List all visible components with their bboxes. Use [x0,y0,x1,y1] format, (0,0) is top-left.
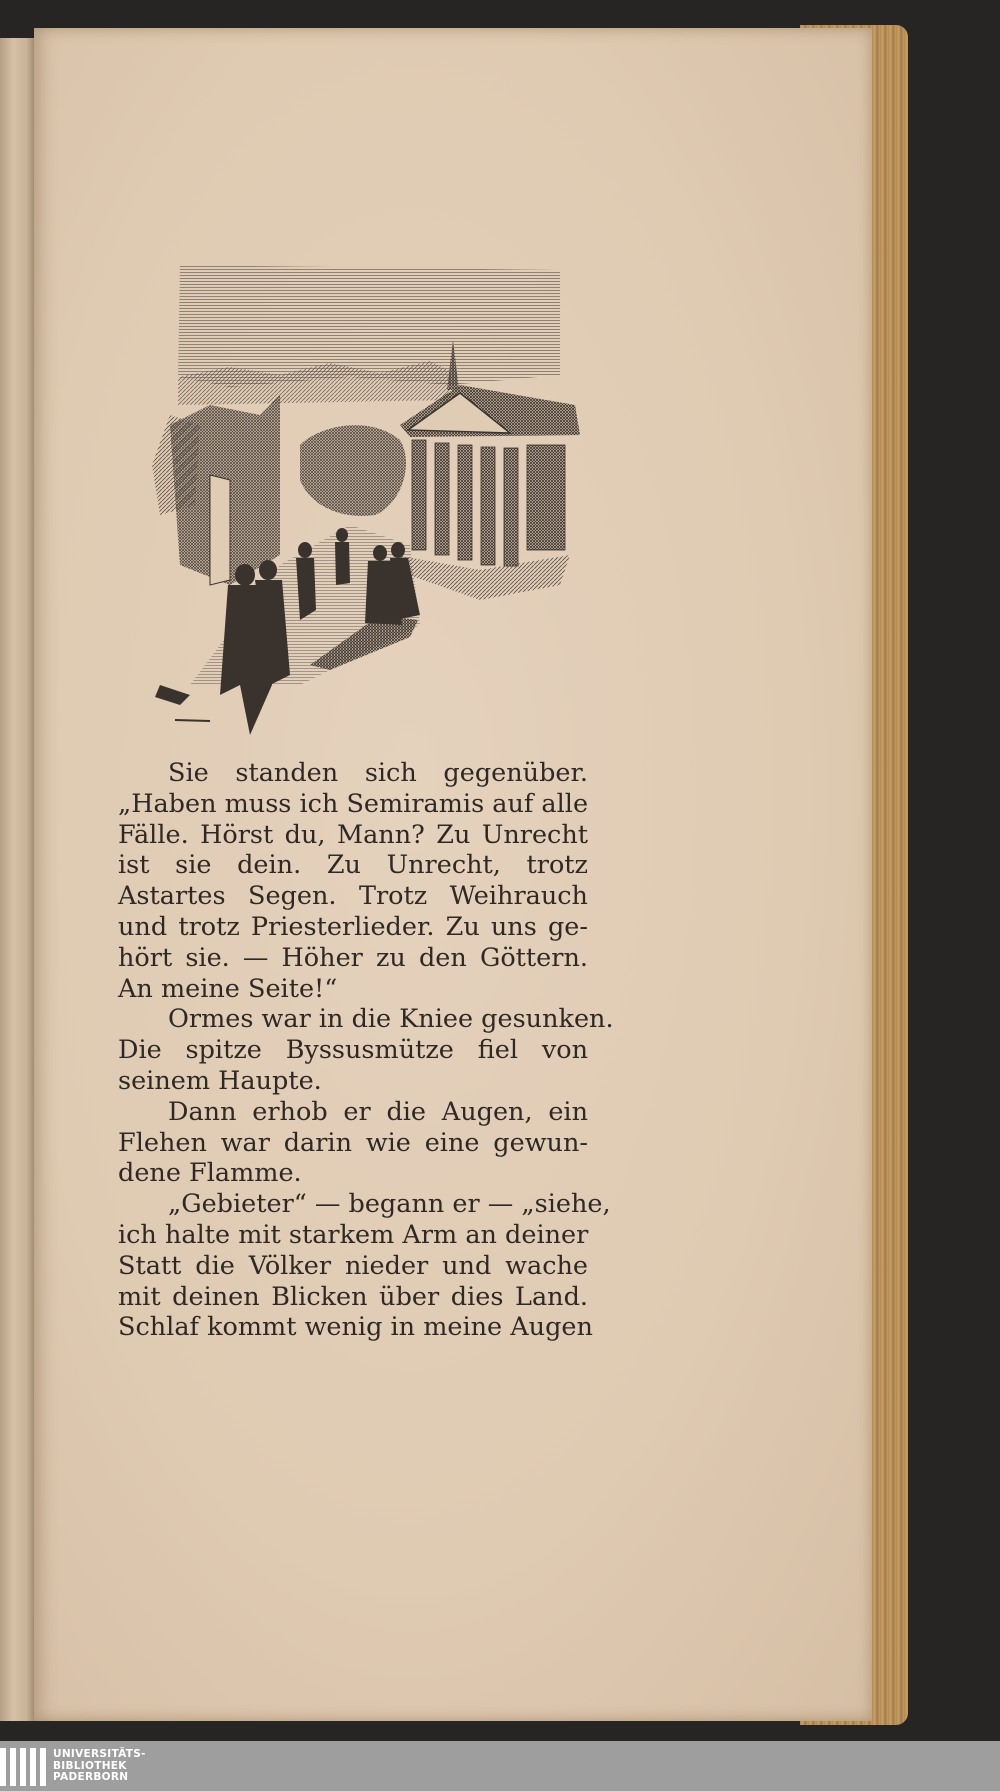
text-line: seinem Haupte. [118,1065,322,1096]
text-line: hört sie. — Höher zu den Göttern. [118,942,588,973]
library-name-line: BIBLIOTHEK [53,1759,127,1772]
engraving-illustration [150,265,590,745]
text-line: „Gebieter“ — begann er — „siehe, [168,1189,611,1220]
text-line: Flehen war darin wie eine gewun- [118,1127,588,1158]
library-footer-bar [0,1741,1000,1791]
text-line: Die spitze Byssusmütze fiel von [118,1035,588,1066]
text-line: An meine Seite!“ [118,973,338,1004]
text-line: Astartes Segen. Trotz Weihrauch [118,881,588,912]
text-line: und trotz Priesterlieder. Zu uns ge- [118,911,588,942]
facing-page-edge [0,38,38,1721]
text-line: Fälle. Hörst du, Mann? Zu Unrecht [118,819,588,850]
library-name-line: PADERBORN [53,1771,129,1783]
library-logo-icon [0,1748,46,1786]
text-line: dene Flamme. [118,1158,302,1189]
text-line: „Haben muss ich Semiramis auf alle [118,788,589,819]
library-name-line: UNIVERSITÄTS- [53,1748,146,1760]
text-line: Schlaf kommt wenig in meine Augen [118,1312,593,1343]
text-line: mit deinen Blicken über dies Land. [118,1281,588,1312]
text-line: Statt die Völker nieder und wache [118,1250,588,1281]
text-line: Dann erhob er die Augen, ein [168,1096,588,1127]
body-text [118,758,614,1343]
text-line: ist sie dein. Zu Unrecht, trotz [118,850,588,881]
text-line: ich halte mit starkem Arm an deiner [118,1219,589,1250]
text-line: Ormes war in die Kniee gesunken. [168,1004,614,1035]
library-name [53,1749,146,1784]
text-line: Sie standen sich gegenüber. [168,758,588,788]
